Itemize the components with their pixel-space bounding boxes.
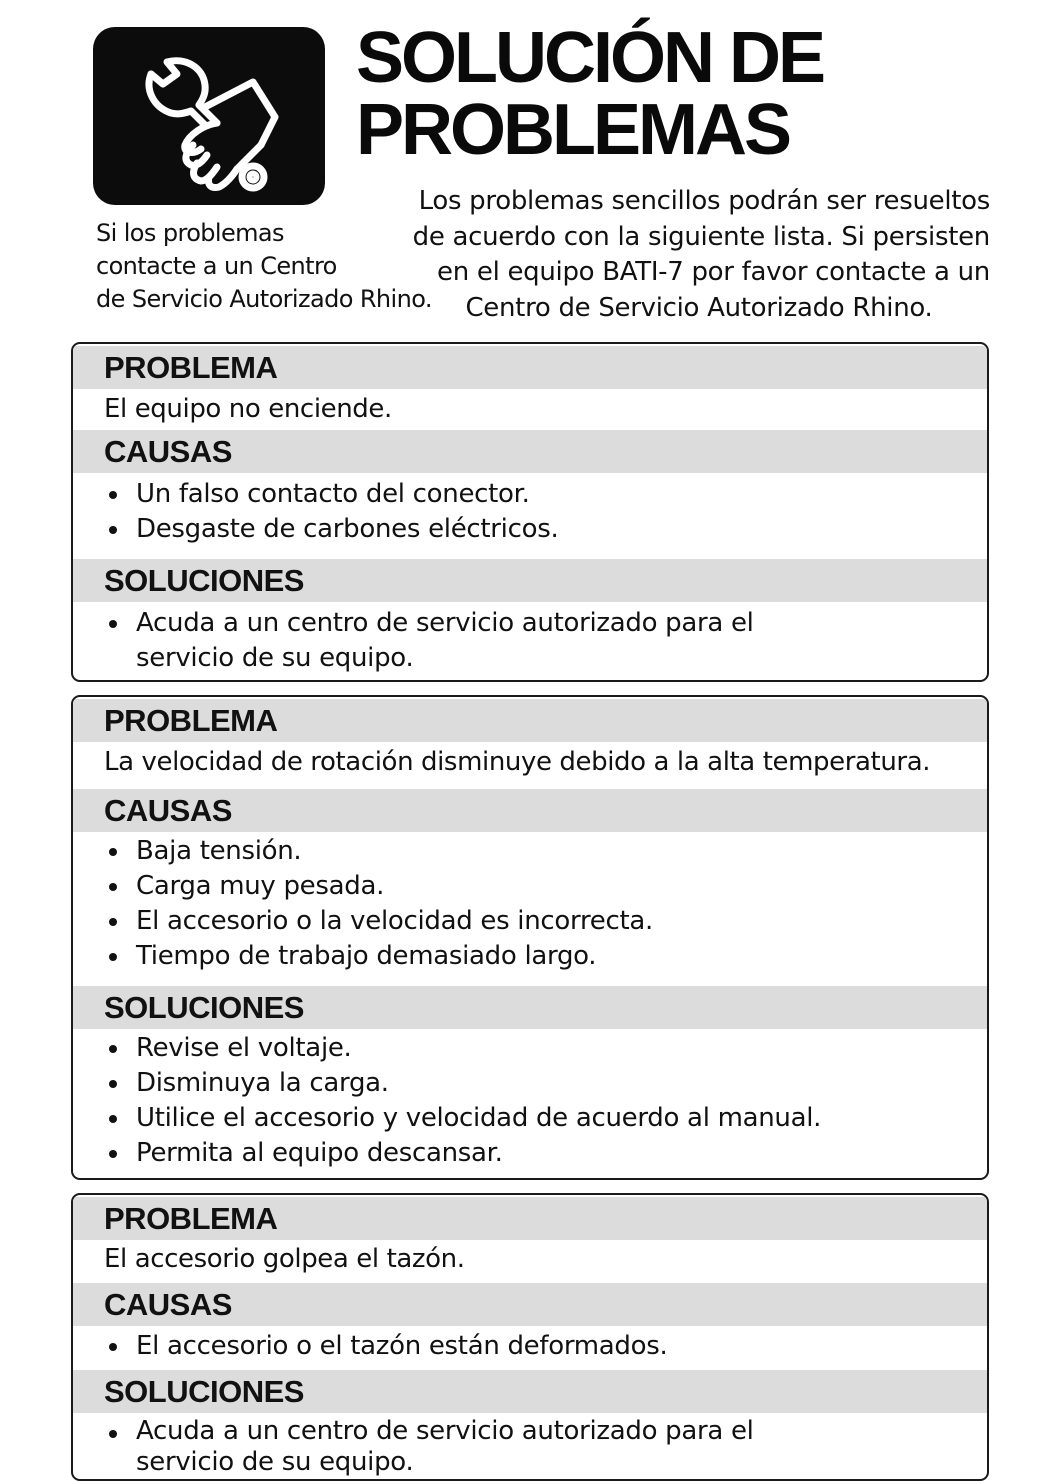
side-note-line: de Servicio Autorizado Rhino. (96, 285, 432, 313)
solutions-heading: SOLUCIONES (73, 986, 987, 1029)
intro-line: Los problemas sencillos podrán ser resueltos (418, 186, 990, 216)
page-title (356, 18, 996, 170)
title-line: SOLUCIÓN DE (356, 18, 824, 98)
list-item: Tiempo de trabajo demasiado largo. (73, 939, 987, 974)
list-item-line: Acuda a un centro de servicio autorizado para el (136, 608, 754, 638)
intro-line: en el equipo BATI-7 por favor contacte a un (437, 257, 990, 287)
list-item-line: servicio de su equipo. (136, 1447, 414, 1477)
list-item: Desgaste de carbones eléctricos. (73, 512, 987, 547)
list-item-line: servicio de su equipo. (136, 643, 414, 673)
problem-heading: PROBLEMA (73, 346, 987, 389)
list-item: Utilice el accesorio y velocidad de acuerdo al manual. (73, 1101, 987, 1136)
side-note-line: Si los problemas (96, 219, 284, 247)
solutions-list (73, 1416, 987, 1478)
problem-text: La velocidad de rotación disminuye debido a la alta temperatura. (104, 747, 931, 777)
list-item: Disminuya la carga. (73, 1066, 987, 1101)
problem-card-1 (71, 342, 989, 682)
list-item (73, 606, 987, 676)
causes-heading: CAUSAS (73, 789, 987, 832)
causes-list (73, 834, 987, 974)
solutions-list (73, 606, 987, 676)
problem-heading: PROBLEMA (73, 1197, 987, 1240)
problem-text: El accesorio golpea el tazón. (104, 1244, 465, 1274)
list-item-line: Acuda a un centro de servicio autorizado para el (136, 1416, 754, 1446)
problem-card-3 (71, 1193, 989, 1481)
list-item (73, 1416, 987, 1478)
list-item: Baja tensión. (73, 834, 987, 869)
causes-heading: CAUSAS (73, 430, 987, 473)
solutions-heading: SOLUCIONES (73, 1370, 987, 1413)
problem-text: El equipo no enciende. (104, 394, 392, 424)
intro-line: Centro de Servicio Autorizado Rhino. (465, 292, 933, 323)
intro-paragraph (378, 184, 990, 326)
problem-heading: PROBLEMA (73, 699, 987, 742)
list-item: Permita al equipo descansar. (73, 1136, 987, 1171)
title-line: PROBLEMAS (356, 90, 790, 170)
list-item: El accesorio o el tazón están deformados. (73, 1329, 987, 1364)
intro-line: de acuerdo con la siguiente lista. Si persisten (412, 221, 990, 252)
wrench-in-hand-icon (93, 27, 325, 205)
list-item: Un falso contacto del conector. (73, 477, 987, 512)
causes-heading: CAUSAS (73, 1283, 987, 1326)
list-item: Revise el voltaje. (73, 1031, 987, 1066)
side-note-line: contacte a un Centro (96, 252, 337, 280)
causes-list (73, 1329, 987, 1364)
problem-card-2 (71, 695, 989, 1180)
causes-list (73, 477, 987, 547)
list-item: El accesorio o la velocidad es incorrecta. (73, 904, 987, 939)
list-item: Carga muy pesada. (73, 869, 987, 904)
troubleshooting-logo (93, 27, 325, 205)
solutions-list (73, 1031, 987, 1171)
solutions-heading: SOLUCIONES (73, 559, 987, 602)
